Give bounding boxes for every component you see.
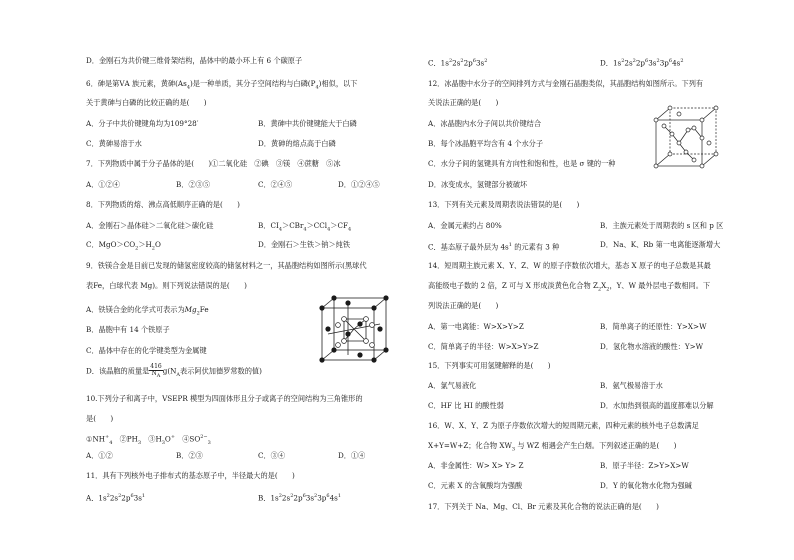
q9d-tail: g(N	[162, 366, 177, 376]
q16-l2b: 与 WZ 相遇会产生白烟。下列叙述正确的是( )	[515, 441, 677, 450]
q14-l2a: 高能级电子数的 2 倍，Z 可与 X 形成淡黄色化合物 Z	[428, 281, 598, 290]
q10-item3b: O	[164, 434, 171, 444]
q14-l2c: ，Y、W 最外层电子数相同。下	[609, 281, 711, 290]
q11c-3: 2p	[463, 58, 473, 68]
q8-option-a: A．金刚石＞晶体硅＞二氧化硅＞碳化硅	[86, 221, 214, 230]
q11d-sup: 6	[668, 58, 673, 64]
q11d-sup: 2	[621, 58, 625, 64]
q6-text-a: 6．砷是第ⅤA 族元素，黄砷(As	[86, 79, 187, 88]
q12-stem-line1: 12．冰晶胞中水分子的空间排列方式与金刚石晶胞类似，其晶胞结构如图所示。下列有	[428, 79, 704, 88]
q13-option-a: A．金属元素约占 80%	[428, 221, 502, 230]
q11c-2: 2s	[452, 58, 461, 68]
q11a-sup: 2	[118, 493, 122, 499]
q14-l2b: X	[601, 281, 607, 290]
q9d-denominator	[149, 371, 162, 379]
ice-unit-cell-figure	[650, 104, 722, 172]
q11d-sup: 2	[632, 58, 636, 64]
q11b-sup: 2	[314, 493, 318, 499]
q15-option-c: C．HF 比 HI 的酸性弱	[428, 401, 504, 410]
q8b-t2: ＞CBr	[282, 221, 304, 230]
q11d-3: 2p	[635, 58, 646, 68]
q11b-sup: 2	[290, 493, 294, 499]
q11-stem: 11．具有下列核外电子排布式的基态原子中，半径最大的是( )	[86, 471, 295, 480]
q8b-sub: 4	[327, 226, 331, 233]
q6-option-b: B．黄砷中共价键键能大于白磷	[258, 119, 357, 128]
q15-option-a: A．氯气易液化	[428, 381, 477, 390]
q16-sub: 3	[511, 446, 516, 453]
q8b-t1: B．CI	[258, 221, 279, 230]
q8b-sub: 4	[303, 226, 307, 233]
q11b-2: 2s	[281, 493, 291, 503]
q11a-3: 2p	[121, 493, 131, 503]
q9-option-b: B．晶胞中有 14 个铁原子	[86, 325, 170, 334]
q6-sub: 4	[186, 84, 190, 91]
q10-sub: 3	[207, 439, 211, 446]
q7-option-d: D．①②④⑤	[338, 180, 380, 189]
q16-stem-line2	[428, 441, 676, 454]
q10-sub: 3	[161, 439, 165, 446]
q7-option-a: A．①②④	[86, 180, 120, 189]
q12-option-c: C．水分子间的氢键具有方向性和饱和性，也是 σ 键的一种	[428, 159, 616, 168]
q14-stem-line2	[428, 281, 710, 294]
q10-sup: 2−	[200, 434, 208, 440]
q11c-sup: 2	[484, 58, 488, 64]
q9-stem-line1: 9．铁镁合金是目前已发现的储氢密度较高的储氢材料之一，其晶胞结构如图所示(黑球代	[86, 261, 367, 270]
q17-stem: 17．下列关于 Na、Mg、Cl、Br 元素及其化合物的说法正确的是( )	[428, 502, 659, 511]
q12-option-b: B．每个冰晶胞平均含有 4 个水分子	[428, 139, 544, 148]
q8b-t4: ＞CF	[330, 221, 348, 230]
q16-option-d: D．Y 的氧化物水化物为强碱	[600, 481, 692, 490]
q9-option-a	[86, 305, 209, 318]
q14-option-a: A．第一电离能：W>X>Y>Z	[428, 322, 524, 331]
q14-option-b: B．简单离子的还原性：Y>X>W	[600, 322, 707, 331]
q11d-6: 4s	[672, 58, 681, 68]
q11-option-a	[86, 491, 145, 503]
q13c-sup: 1	[508, 242, 512, 248]
q8b-sub: 4	[347, 226, 352, 233]
q9-option-d	[86, 364, 262, 380]
q6-option-c: C．黄砷易溶于水	[86, 139, 142, 148]
q14-stem-line3: 列说法正确的是( )	[428, 301, 499, 310]
q9d-den-n: N	[151, 370, 157, 377]
q10-items	[86, 432, 211, 448]
q8c-sub: 2	[151, 245, 155, 252]
q8-option-c	[86, 240, 161, 253]
q9a-formula: Mg	[184, 305, 197, 314]
q9a-sub: 2	[196, 310, 200, 317]
q7-option-b: B．②③⑤	[176, 180, 211, 189]
q14-stem-line1: 14．短周期主族元素 X、Y、Z、W 的原子序数依次增大，基态 X 原子的电子总数是其最	[428, 261, 711, 270]
q8-stem: 8．下列物质的熔、沸点高低顺序正确的是( )	[86, 200, 240, 209]
q8b-t3: ＞CCl	[306, 221, 328, 230]
q16-stem-line1: 16．W、X、Y、Z 为原子序数依次增大的短周期元素，四种元素的核外电子总数满足	[428, 421, 699, 430]
q15-stem: 15．下列事实可用氢键解释的是( )	[428, 361, 551, 370]
q15-option-b: B．氨气极易溶于水	[600, 381, 663, 390]
q8c-t3: O	[154, 240, 161, 249]
q11a-1: A．1s	[86, 493, 107, 503]
q10-item1: ①NH	[86, 434, 106, 444]
q9d-tail2: 表示阿伏加德罗常数的值)	[180, 366, 262, 376]
q16-l2a: X+Y=W+Z；化合物 XW	[428, 441, 512, 450]
q14-option-d: D．氢化物水溶液的酸性：Y>W	[600, 342, 703, 351]
q11b-3: 2p	[293, 493, 303, 503]
q11d-4: 3s	[648, 58, 657, 68]
q11c-sup: 2	[448, 58, 453, 64]
q14-option-c: C．简单离子的半径：W>X>Y>Z	[428, 342, 539, 351]
q10-option-b: B．②③	[176, 451, 203, 460]
q6-stem-line1	[86, 79, 357, 92]
q11b-6: 4s	[329, 493, 338, 503]
q11d-1: D．1s	[600, 58, 622, 68]
q11a-sup: 1	[141, 493, 146, 499]
q16-option-a: A．非金属性：W> X> Y> Z	[428, 461, 524, 470]
q8b-sub: 4	[278, 226, 282, 233]
q6-option-a: A．分子中共价键键角均为109°28′	[86, 119, 199, 128]
q11c-sup: 6	[472, 58, 476, 64]
q11c-sup: 2	[460, 58, 464, 64]
q11b-sup: 1	[337, 493, 342, 499]
q9-stem-line2: 表Fe，白球代表 Mg)。则下列说法错误的是( )	[86, 281, 247, 290]
q9d-numerator: 416	[150, 363, 162, 370]
q9d-text: D．该晶胞的质量是	[86, 366, 150, 376]
q9d-tail-sub: A	[176, 372, 181, 379]
q11d-5: 3p	[659, 58, 669, 68]
q12-stem-line2: 关说法正确的是( )	[428, 98, 499, 107]
q8c-t2: ＞H	[138, 240, 152, 249]
q11b-5: 3p	[317, 493, 327, 503]
q10-sup: +	[105, 434, 110, 440]
q12-option-d: D．冰变成水，氢键部分被破坏	[428, 180, 528, 189]
q10-stem-line2: 是( )	[86, 414, 114, 423]
q16-option-b: B．原子半径：Z>Y>X>W	[600, 461, 689, 470]
q6-option-d: D．黄砷的熔点高于白磷	[258, 139, 336, 148]
q10-sup: +	[170, 434, 176, 440]
q10-sub: 4	[109, 439, 113, 446]
q10-item2: ②PH	[112, 434, 138, 444]
q10-item4: ④SO	[175, 434, 201, 444]
q11d-sup: 6	[645, 58, 649, 64]
q8c-t1: C．MgO＞CO	[86, 240, 136, 249]
q11b-sup: 6	[302, 493, 306, 499]
q10-option-c: C．③④	[258, 451, 286, 460]
q5-option-d: D．金刚石为共价键三维骨架结构，晶体中的最小环上有 6 个碳原子	[86, 56, 303, 65]
q14-sub: 2	[597, 286, 602, 293]
q11d-2: 2s	[624, 58, 633, 68]
q9d-fraction	[149, 364, 162, 379]
q11b-sup: 2	[278, 493, 282, 499]
q11a-sup: 6	[130, 493, 134, 499]
q15-option-d: D．水加热到很高的温度都难以分解	[600, 401, 714, 410]
q11-option-b	[258, 491, 341, 503]
q16-option-c: C．元素 X 的含氧酸均为强酸	[428, 481, 523, 490]
q7-option-c: C．②④⑤	[258, 180, 293, 189]
q12-option-a: A．冰晶胞内水分子间以共价键结合	[428, 119, 542, 128]
q11a-sup: 2	[106, 493, 110, 499]
q6-text-c: )相似，以下	[318, 79, 358, 88]
q10-option-a: A．①②	[86, 451, 113, 460]
q8-option-d: D．金刚石＞生铁＞钠＞纯铁	[258, 240, 351, 249]
q8-option-b	[258, 221, 351, 234]
q13-stem: 13．下列有关元素及周期表说法错误的是( )	[428, 200, 580, 209]
q14-sub: 2	[606, 286, 610, 293]
q11c-4: 3s	[475, 58, 485, 68]
fe-mg-unit-cell-figure	[314, 292, 390, 370]
q11b-sup: 6	[326, 493, 330, 499]
q13-option-d: D．Na、K、Rb 第一电离能逐渐增大	[600, 240, 721, 249]
q9a-formula2: Fe	[199, 305, 209, 314]
q10-sub: 3	[137, 439, 142, 446]
q10-stem-line1: 10.下列分子和离子中，VSEPR 模型为四面体形且分子或离子的空间结构为三角锥形的	[86, 394, 363, 403]
q11b-4: 3s	[305, 493, 315, 503]
q6-text-b: )是一种单质，其分子空间结构与白磷(P	[190, 79, 316, 88]
q9d-den-sub: A	[156, 373, 161, 380]
q11b-1: B．1s	[258, 493, 279, 503]
q8c-sub: 2	[135, 245, 139, 252]
q11c-1: C．1s	[428, 58, 449, 68]
q10-option-d: D．①④	[338, 451, 366, 460]
q13c-2: 的元素有 3 种	[511, 242, 560, 252]
q7-stem: 7．下列物质中属于分子晶体的是( )①二氧化硅 ②碘 ③镁 ④蔗糖 ⑤冰	[86, 159, 341, 168]
q11-option-c	[428, 56, 487, 68]
q11d-sup: 2	[656, 58, 660, 64]
q11-option-d	[600, 56, 684, 68]
q9a-text: A．铁镁合金的化学式可表示为	[86, 305, 185, 314]
q11a-2: 2s	[109, 493, 119, 503]
q13c-1: C．基态原子最外层为 4s	[428, 242, 509, 252]
q13-option-b: B．主族元素处于周期表的 s 区和 p 区	[600, 221, 724, 230]
q9-option-c: C．晶体中存在的化学键类型为金属键	[86, 346, 207, 355]
q11d-sup: 2	[680, 58, 684, 64]
q6-sub: 4	[315, 84, 319, 91]
q6-stem-line2: 关于黄砷与白磷的比较正确的是( )	[86, 98, 207, 107]
q11a-4: 3s	[133, 493, 142, 503]
q13-option-c	[428, 240, 559, 252]
q10-item3: ③H	[141, 434, 162, 444]
